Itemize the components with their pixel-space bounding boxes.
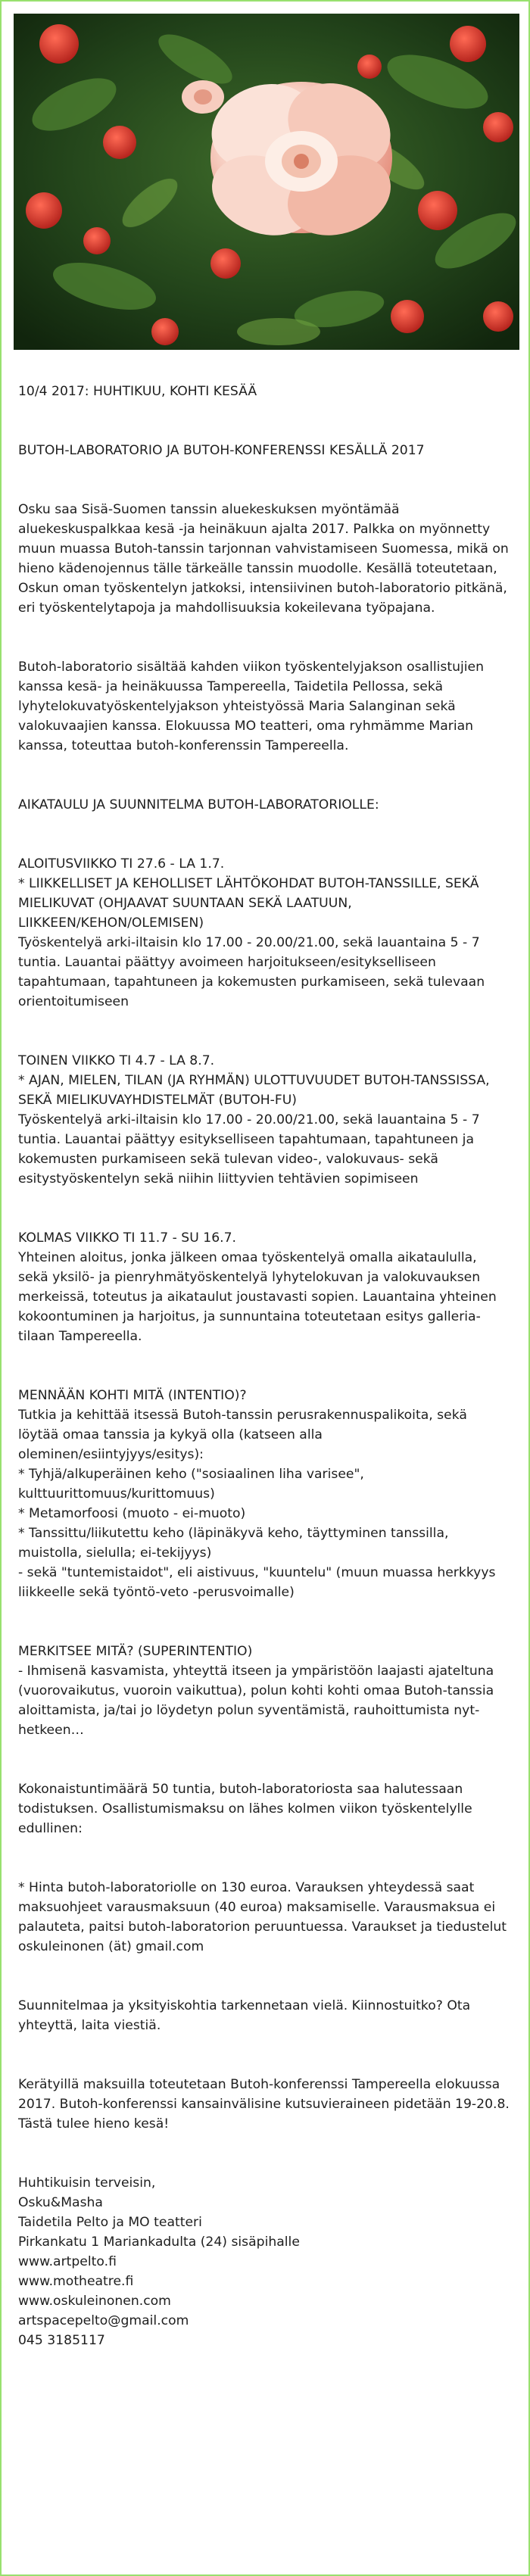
intro-paragraph: Osku saa Sisä-Suomen tanssin aluekeskuksen myöntämää aluekeskuspalkkaa kesä -ja heinäkuun ajalta 2017. Palkka on myönnetty muun muassa Butoh-tanssin tarjonnan vahvistamiseen Suomessa, mikä on hieno kädenojennus tälle tärkeälle tanssin muodolle. Kesällä toteutetaan, Oskun oman työskentelyn jatkoksi, intensiivinen butoh-laboratorio pitkänä, eri työskentelytapoja ja mahdollisuuksia kokeilevana työpajana. (18, 502, 509, 616)
post-content (18, 362, 510, 2370)
week-2-section: TOINEN VIIKKO TI 4.7 - LA 8.7. * AJAN, MIELEN, TILAN (JA RYHMÄN) ULOTTUVUUDET BUTOH-TANSSISSA, SEKÄ MIELIKUVAYHDISTELMÄT (BUTOH-FU) Työskentelyä arki-iltaisin klo 17.00 - 20.00/21.00, sekä lauantaina 5 - 7 tuntia. Lauantai päättyy esitykselliseen tapahtumaan, tapahtuneen ja kokemusten purkamiseen sekä tulevan video-, valokuvaus- sekä esitystyöskentelyn sekä niihin liittyvien tehtävien sopimiseen (18, 1053, 490, 1187)
signature-block: Huhtikuisin terveisin, Osku&Masha Taidetila Pelto ja MO teatteri Pirkankatu 1 Mariankadulta (24) sisäpihalle www.artpelto.fi www.motheatre.fi www.oskuleinonen.com artspacepelto@gmail.com 045 3185117 (18, 2175, 300, 2348)
schedule-heading: AIKATAULU JA SUUNNITELMA BUTOH-LABORATORIOLLE: (18, 797, 379, 812)
lab-description-paragraph: Butoh-laboratorio sisältää kahden viikon työskentelyjakson osallistujien kanssa kesä- ja heinäkuussa Tampereella, Taidetila Pellossa, sekä lyhytelokuvatyöskentelyjakson yhteistyössä Maria Salanginan sekä valokuvaajien kanssa. Elokuussa MO teatteri, oma ryhmämme Marian kanssa, toteuttaa butoh-konferenssin Tampereella. (18, 660, 485, 753)
conference-paragraph: Kerätyillä maksuilla toteutetaan Butoh-konferenssi Tampereella elokuussa 2017. Butoh-konferenssi kansainvälisine kutsuvieraineen pidetään 19-20.8. Tästä tulee hieno kesä! (18, 2077, 510, 2132)
week-3-section: KOLMAS VIIKKO TI 11.7 - SU 16.7. Yhteinen aloitus, jonka jälkeen omaa työskentelyä omalla aikataululla, sekä yksilö- ja pienryhmätyöskentelyä lyhytelokuvan ja valokuvauksen merkeissä, toteutus ja aikataulut joustavasti sopien. Lauantaina yhteinen kokoontuminen ja harjoitus, ja sunnuntaina toteutetaan esitys galleria-tilaan Tampereella. (18, 1230, 497, 1344)
plans-paragraph: Suunnitelmaa ja yksityiskohtia tarkennetaan vielä. Kiinnostuitko? Ota yhteyttä, laita viestiä. (18, 1998, 471, 2033)
superintention-section: MERKITSEE MITÄ? (SUPERINTENTIO) - Ihmisenä kasvamista, yhteyttä itseen ja ympäristöön laajasti ajateltuna (vuorovaikutus, vuoroin vaikuttua), polun kohti kohti omaa Butoh-tanssia aloittamista, ja/tai jo löydetyn polun syventämistä, rauhoittumista nyt-hetkeen… (18, 1644, 494, 1738)
price-paragraph: * Hinta butoh-laboratoriolle on 130 euroa. Varauksen yhteydessä saat maksuohjeet varausmaksuun (40 euroa) maksamiselle. Varausmaksua ei palauteta, paitsi butoh-laboratorion peruuntuessa. Varaukset ja tiedustelut oskuleinonen (ät) gmail.com (18, 1880, 507, 1954)
post-heading: BUTOH-LABORATORIO JA BUTOH-KONFERENSSI KESÄLLÄ 2017 (18, 443, 425, 458)
post-date-title: 10/4 2017: HUHTIKUU, KOHTI KESÄÄ (18, 384, 257, 399)
rose-photo-image (14, 14, 519, 350)
hours-paragraph: Kokonaistuntimäärä 50 tuntia, butoh-laboratoriosta saa halutessaan todistuksen. Osallistumismaksu on lähes kolmen viikon työskentelylle edullinen: (18, 1782, 472, 1836)
hero-photo-roses (14, 14, 519, 350)
intention-section: MENNÄÄN KOHTI MITÄ (INTENTIO)? Tutkia ja kehittää itsessä Butoh-tanssin perusrakennuspalikoita, sekä löytää omaa tanssia ja kykyä olla (katseen alla oleminen/esiintyjyys/esitys): * Tyhjä/alkuperäinen keho ("sosiaalinen liha varisee", kulttuurittomuus/kurittomuus) * Metamorfoosi (muoto - ei-muoto) * Tanssittu/liikutettu keho (läpinäkyvä keho, täyttyminen tanssilla, muistolla, sielulla; ei-tekijyys) - sekä "tuntemistaidot", eli aistivuus, "kuuntelu" (muun muassa herkkyys liikkeelle sekä työntö-veto -perusvoimalle) (18, 1388, 496, 1600)
week-1-section: ALOITUSVIIKKO TI 27.6 - LA 1.7. * LIIKKELLISET JA KEHOLLISET LÄHTÖKOHDAT BUTOH-TANSSILLE, SEKÄ MIELIKUVAT (OHJAAVAT SUUNTAAN SEKÄ LAATUUN, LIIKKEEN/KEHON/OLEMISEN) Työskentelyä arki-iltaisin klo 17.00 - 20.00/21.00, sekä lauantaina 5 - 7 tuntia. Lauantai päättyy avoimeen harjoitukseen/esitykselliseen tapahtumaan, tapahtuneen ja kokemusten purkamiseen, sekä tulevaan orientoitumiseen (18, 856, 485, 1009)
